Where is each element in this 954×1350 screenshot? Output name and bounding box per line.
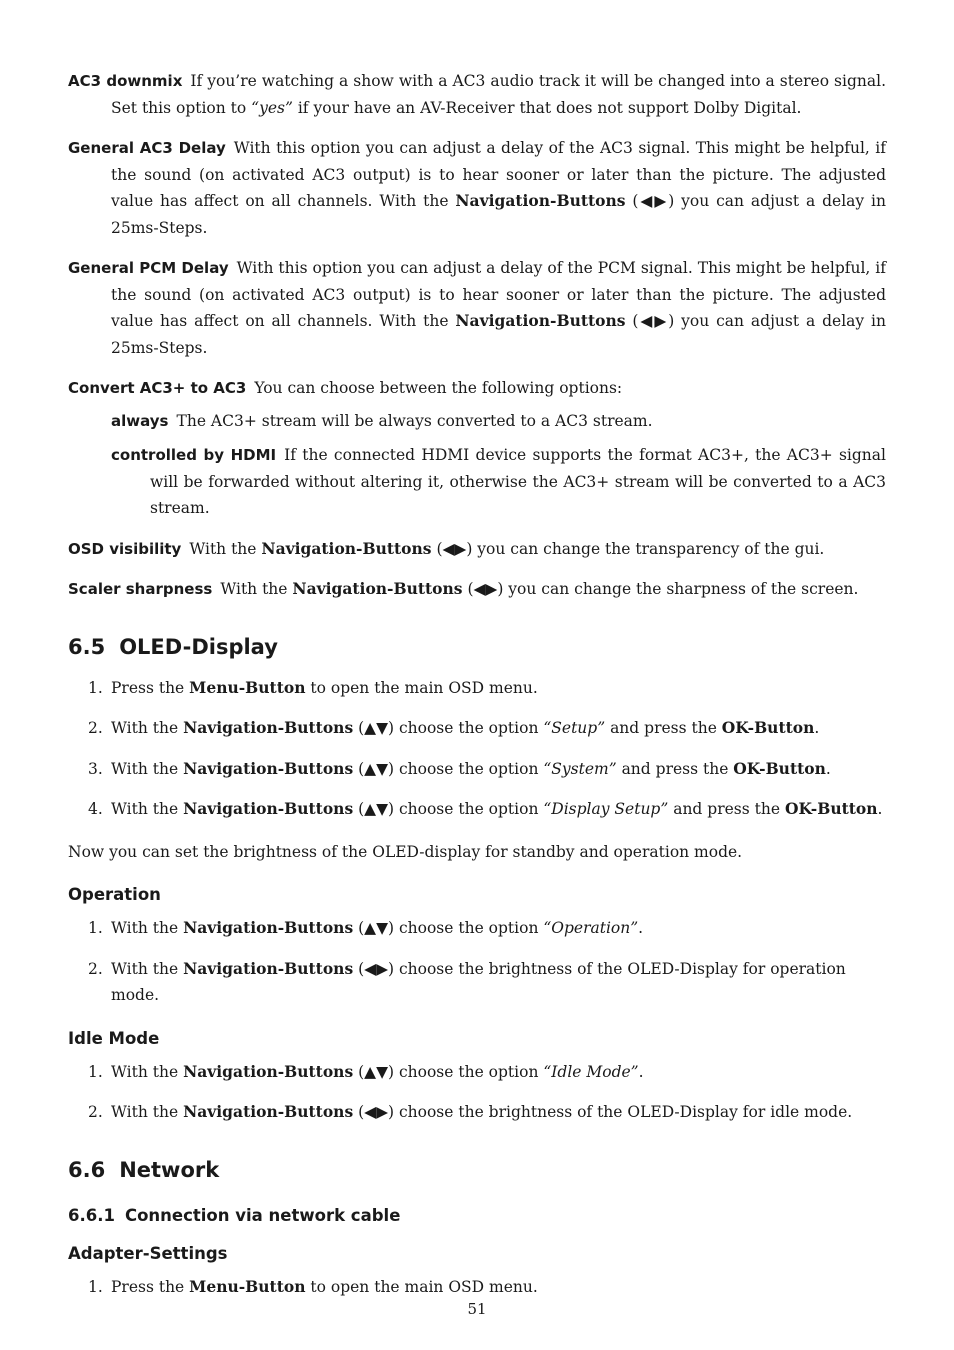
step-text: With the [111, 1062, 184, 1081]
step-italic: “System” [543, 759, 617, 778]
step-text: With the [111, 719, 184, 737]
definition-text: With the [220, 580, 293, 598]
subheading-adapter-settings: Adapter-Settings [68, 1243, 228, 1263]
definition-text: With this option you can adjust a delay of the PCM signal. This might be helpful, if the sound (on activated AC3 output) is to hear sooner or later than the picture. The adjusted value has affect on all channels. With the [111, 259, 886, 330]
page-number: 51 [467, 1300, 487, 1318]
definition-term: General AC3 Delay [68, 139, 226, 157]
idle-steps-list [68, 1059, 886, 1126]
list-number: 4. [88, 800, 103, 818]
definition-convert-ac3plus [68, 375, 886, 402]
list-number: 2. [88, 959, 103, 978]
step-text: (▲▼) choose the option [353, 800, 544, 818]
list-number: 2. [88, 719, 103, 737]
list-number: 1. [88, 919, 103, 937]
section-heading-oled-display [68, 633, 886, 661]
step-italic: “Idle Mode” [543, 1062, 639, 1081]
section-title: Network [119, 1157, 220, 1182]
subsection-number: 6.6.1 [68, 1205, 115, 1225]
page-content [68, 68, 886, 1314]
list-item [68, 756, 886, 783]
step-bold: Navigation-Buttons [183, 799, 354, 818]
step-text: With the [111, 919, 184, 937]
definition-term: OSD visibility [68, 539, 182, 558]
step-bold: Menu-Button [189, 1276, 306, 1296]
sub-definition-text: If the connected HDMI device supports the format AC3+, the AC3+ signal will be forwarded without altering it, otherwise the AC3+ stream will be converted to a AC3 stream. [150, 446, 886, 517]
definition-text: (◀▶) you can adjust a delay in 25ms-Steps. [111, 312, 886, 357]
step-bold: Navigation-Buttons [183, 918, 354, 937]
list-number: 3. [88, 759, 103, 778]
step-text: . [877, 800, 883, 818]
section-number: 6.5 [68, 634, 106, 659]
step-text: With the [111, 759, 184, 778]
oled-intro-paragraph: Now you can set the brightness of the OLED-display for standby and operation mode. [68, 842, 743, 861]
list-item [68, 956, 886, 1009]
definition-italic: “yes” [251, 98, 293, 117]
step-bold: OK-Button [721, 718, 815, 737]
step-text: Press the [111, 678, 190, 697]
step-text: With the [111, 800, 184, 818]
definition-term: Convert AC3+ to AC3 [68, 379, 247, 397]
subheading-operation: Operation [68, 885, 161, 904]
definition-ac3-downmix [68, 68, 886, 121]
list-item [68, 1099, 886, 1126]
definition-text: With the [189, 539, 262, 558]
list-item [68, 715, 886, 742]
step-text: . [638, 919, 644, 937]
sub-definition-always [68, 408, 886, 435]
step-text: (▲▼) choose the option [353, 1062, 544, 1081]
list-number: 2. [88, 1103, 103, 1121]
list-number: 1. [88, 1277, 103, 1296]
step-bold: OK-Button [784, 799, 878, 818]
step-text: to open the main OSD menu. [305, 678, 538, 697]
step-bold: Navigation-Buttons [183, 1102, 354, 1121]
step-bold: Navigation-Buttons [183, 1061, 354, 1081]
list-item [68, 915, 886, 942]
section-title: OLED-Display [119, 634, 278, 659]
step-text: (◀▶) choose the brightness of the OLED-Display for idle mode. [353, 1103, 853, 1121]
step-text: Press the [111, 1277, 190, 1296]
step-text: . [814, 719, 820, 737]
list-item [68, 796, 886, 823]
definition-bold: Navigation-Buttons [455, 191, 626, 210]
list-number: 1. [88, 1062, 103, 1081]
step-text: and press the [605, 719, 722, 737]
sub-definition-term: controlled by HDMI [111, 446, 277, 464]
definition-bold: Navigation-Buttons [292, 579, 463, 598]
section-number: 6.6 [68, 1157, 106, 1182]
sub-definition-text: The AC3+ stream will be always converted to a AC3 stream. [176, 411, 653, 430]
step-text: (◀▶) choose the brightness of the OLED-Display for operation mode. [111, 959, 846, 1004]
definition-text: With this option you can adjust a delay of the AC3 signal. This might be helpful, if the sound (on activated AC3 output) is to hear sooner or later than the picture. The adjusted value has affect on all channels. With the [111, 139, 887, 210]
definition-term: AC3 downmix [68, 72, 183, 90]
definition-text: if your have an AV-Receiver that does not support Dolby Digital. [292, 98, 802, 117]
step-text: . [825, 759, 831, 778]
definition-scaler-sharpness [68, 576, 886, 603]
subsection-heading-network-cable [68, 1204, 886, 1228]
step-italic: “Operation” [543, 919, 639, 937]
step-text: and press the [616, 759, 734, 778]
sub-definition-term: always [111, 411, 169, 430]
step-text: (▲▼) choose the option [353, 919, 544, 937]
subsection-title: Connection via network cable [124, 1205, 401, 1225]
step-bold: Navigation-Buttons [183, 718, 354, 737]
step-text: With the [111, 959, 184, 978]
definition-bold: Navigation-Buttons [261, 538, 432, 558]
oled-steps-list [68, 675, 886, 823]
definition-general-ac3-delay [68, 135, 886, 241]
step-text: (▲▼) choose the option [353, 719, 544, 737]
list-item [68, 1059, 886, 1086]
step-text: to open the main OSD menu. [305, 1277, 538, 1296]
list-item [68, 675, 886, 702]
step-bold: Menu-Button [189, 677, 306, 697]
step-bold: Navigation-Buttons [183, 958, 354, 978]
subheading-idle-mode: Idle Mode [68, 1028, 160, 1048]
section-heading-network [68, 1156, 886, 1184]
step-bold: OK-Button [733, 758, 826, 778]
definition-general-pcm-delay [68, 255, 886, 361]
step-text: and press the [668, 800, 785, 818]
step-text: (▲▼) choose the option [353, 759, 544, 778]
step-italic: “Display Setup” [543, 800, 669, 818]
step-text: . [638, 1062, 644, 1081]
definition-term: General PCM Delay [68, 259, 229, 277]
definition-osd-visibility [68, 536, 886, 563]
step-italic: “Setup” [543, 719, 606, 737]
definition-bold: Navigation-Buttons [455, 311, 626, 330]
definition-text: (◀▶) you can change the sharpness of the screen. [462, 580, 859, 598]
definition-text: If you’re watching a show with a AC3 audio track it will be changed into a stereo signal. Set this option to [111, 72, 886, 117]
sub-definition-controlled-by-hdmi [68, 442, 886, 522]
step-bold: Navigation-Buttons [183, 758, 354, 778]
definition-text: (◀▶) you can change the transparency of the gui. [431, 539, 825, 558]
step-text: With the [111, 1103, 184, 1121]
list-number: 1. [88, 678, 103, 697]
operation-steps-list [68, 915, 886, 1009]
definition-term: Scaler sharpness [68, 580, 213, 598]
definition-text: (◀▶) you can adjust a delay in 25ms-Steps. [111, 192, 886, 237]
definition-text: You can choose between the following options: [254, 379, 623, 397]
